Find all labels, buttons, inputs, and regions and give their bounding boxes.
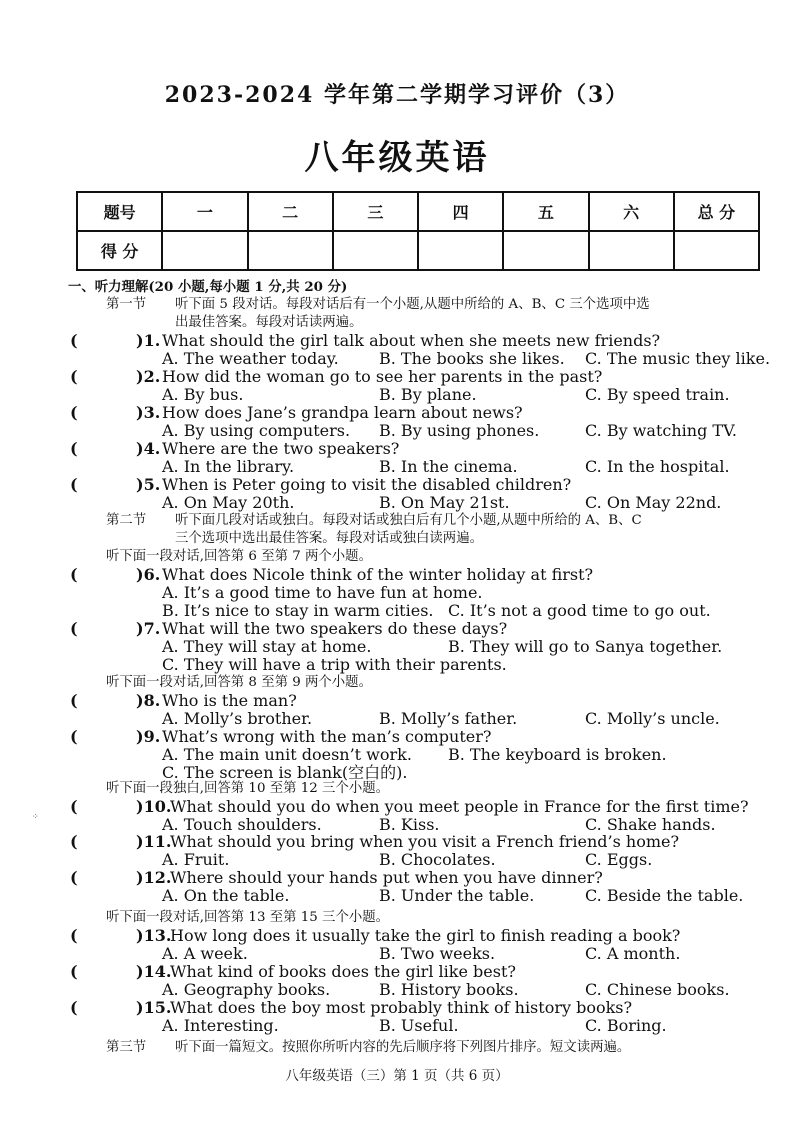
option-b[interactable]: B. The books she likes. xyxy=(379,349,565,368)
answer-bracket[interactable]: ( xyxy=(70,475,78,494)
binding-margin-mark: ⁘ xyxy=(32,812,39,821)
option-b[interactable]: B. By plane. xyxy=(379,385,477,404)
option-c[interactable]: C. On May 22nd. xyxy=(585,493,722,512)
question-text: How does Jane’s grandpa learn about news? xyxy=(162,403,523,422)
answer-bracket[interactable]: ( xyxy=(70,926,78,945)
answer-bracket[interactable]: ( xyxy=(70,439,78,458)
section2-label: 第二节 xyxy=(106,513,147,528)
option-b[interactable]: B. Kiss. xyxy=(379,815,440,834)
question-number: )6. xyxy=(136,565,161,584)
option-c[interactable]: C. By speed train. xyxy=(585,385,730,404)
option-c[interactable]: C. The screen is blank(空白的). xyxy=(162,763,408,782)
option-c[interactable]: C. By watching TV. xyxy=(585,421,737,440)
answer-bracket[interactable]: ( xyxy=(70,962,78,981)
option-c[interactable]: C. In the hospital. xyxy=(585,457,730,476)
question-number: )14. xyxy=(136,962,172,981)
option-a[interactable]: A. By bus. xyxy=(162,385,244,404)
subject-title: 八年级英语 xyxy=(304,138,490,178)
question-text: What kind of books does the girl like best? xyxy=(170,962,516,981)
answer-bracket[interactable]: ( xyxy=(70,331,78,350)
option-a[interactable]: A. In the library. xyxy=(162,457,295,476)
score-header-cell: 六 xyxy=(589,192,674,231)
question-number: )11. xyxy=(136,832,172,851)
question-number: )15. xyxy=(136,998,172,1017)
option-c[interactable]: C. The music they like. xyxy=(585,349,771,368)
option-b[interactable]: B. Under the table. xyxy=(379,886,535,905)
part1-title: 一、听力理解(20 小题,每小题 1 分,共 20 分) xyxy=(68,279,348,295)
question-text: What should the girl talk about when she meets new friends? xyxy=(162,331,661,350)
question-number: )12. xyxy=(136,868,172,887)
option-a[interactable]: A. They will stay at home. xyxy=(162,637,372,656)
option-a[interactable]: A. It’s a good time to have fun at home. xyxy=(162,583,483,602)
section1-label: 第一节 xyxy=(106,297,147,312)
question-text: Where are the two speakers? xyxy=(162,439,400,458)
score-header-cell: 二 xyxy=(248,192,333,231)
option-c[interactable]: C. Beside the table. xyxy=(585,886,744,905)
option-b[interactable]: B. Chocolates. xyxy=(379,850,496,869)
option-c[interactable]: C. Eggs. xyxy=(585,850,653,869)
option-b[interactable]: B. In the cinema. xyxy=(379,457,518,476)
answer-bracket[interactable]: ( xyxy=(70,998,78,1017)
section1-instruction-cont: 出最佳答案。每段对话读两遍。 xyxy=(175,315,363,330)
option-c[interactable]: C. It’s not a good time to go out. xyxy=(448,601,711,620)
section1-instruction: 听下面 5 段对话。每段对话后有一个小题,从题中所给的 A、B、C 三个选项中选 xyxy=(175,297,650,312)
option-b[interactable]: B. Molly’s father. xyxy=(379,709,518,728)
score-header-cell: 五 xyxy=(503,192,588,231)
group-instruction-13-15: 听下面一段对话,回答第 13 至第 15 三个小题。 xyxy=(106,910,389,925)
answer-bracket[interactable]: ( xyxy=(70,727,78,746)
option-a[interactable]: A. A week. xyxy=(162,944,248,963)
answer-bracket[interactable]: ( xyxy=(70,868,78,887)
option-b[interactable]: B. Two weeks. xyxy=(379,944,496,963)
question-text: Who is the man? xyxy=(162,691,297,710)
option-b[interactable]: B. They will go to Sanya together. xyxy=(448,637,723,656)
question-number: )1. xyxy=(136,331,161,350)
score-header-cell: 一 xyxy=(162,192,247,231)
question-number: )3. xyxy=(136,403,161,422)
score-header-cell: 总 分 xyxy=(674,192,759,231)
option-a[interactable]: A. The main unit doesn’t work. xyxy=(162,745,412,764)
section2-instruction: 听下面几段对话或独白。每段对话或独白后有几个小题,从题中所给的 A、B、C xyxy=(175,513,642,528)
option-a[interactable]: A. The weather today. xyxy=(162,349,339,368)
question-number: )10. xyxy=(136,797,172,816)
question-number: )4. xyxy=(136,439,161,458)
question-text: How did the woman go to see her parents in the past? xyxy=(162,367,603,386)
answer-bracket[interactable]: ( xyxy=(70,367,78,386)
option-a[interactable]: A. Molly’s brother. xyxy=(162,709,313,728)
option-a[interactable]: A. On the table. xyxy=(162,886,290,905)
score-header-cell: 三 xyxy=(333,192,418,231)
question-number: )8. xyxy=(136,691,161,710)
option-a[interactable]: A. Geography books. xyxy=(162,980,331,999)
group-instruction-8-9: 听下面一段对话,回答第 8 至第 9 两个小题。 xyxy=(106,675,372,690)
answer-bracket[interactable]: ( xyxy=(70,691,78,710)
option-b[interactable]: B. History books. xyxy=(379,980,519,999)
option-c[interactable]: C. Molly’s uncle. xyxy=(585,709,720,728)
option-c[interactable]: C. A month. xyxy=(585,944,681,963)
option-a[interactable]: A. By using computers. xyxy=(162,421,351,440)
question-text: When is Peter going to visit the disabled children? xyxy=(162,475,572,494)
score-header-cell: 题号 xyxy=(77,192,162,231)
question-number: )13. xyxy=(136,926,172,945)
section3-label: 第三节 xyxy=(106,1040,147,1055)
question-text: What does Nicole think of the winter holiday at first? xyxy=(162,565,594,584)
question-text: What should you do when you meet people in France for the first time? xyxy=(170,797,749,816)
group-instruction-6-7: 听下面一段对话,回答第 6 至第 7 两个小题。 xyxy=(106,549,372,564)
answer-bracket[interactable]: ( xyxy=(70,619,78,638)
answer-bracket[interactable]: ( xyxy=(70,565,78,584)
option-c[interactable]: C. Shake hands. xyxy=(585,815,716,834)
option-b[interactable]: B. On May 21st. xyxy=(379,493,510,512)
question-number: )7. xyxy=(136,619,161,638)
answer-bracket[interactable]: ( xyxy=(70,403,78,422)
question-number: )2. xyxy=(136,367,161,386)
score-row-label: 得 分 xyxy=(77,231,162,270)
option-b[interactable]: B. Useful. xyxy=(379,1016,459,1035)
group-instruction-10-12: 听下面一段独白,回答第 10 至第 12 三个小题。 xyxy=(106,781,389,796)
question-text: What does the boy most probably think of history books? xyxy=(170,998,633,1017)
option-a[interactable]: A. Interesting. xyxy=(162,1016,279,1035)
exam-title: 2023-2024 学年第二学期学习评价（3） xyxy=(164,82,630,108)
question-text: Where should your hands put when you have dinner? xyxy=(170,868,603,887)
section2-instruction-cont: 三个选项中选出最佳答案。每段对话或独白读两遍。 xyxy=(175,531,483,546)
option-c[interactable]: C. They will have a trip with their parents. xyxy=(162,655,507,674)
question-number: )9. xyxy=(136,727,161,746)
option-c[interactable]: C. Boring. xyxy=(585,1016,667,1035)
question-text: How long does it usually take the girl to finish reading a book? xyxy=(170,926,681,945)
answer-bracket[interactable]: ( xyxy=(70,832,78,851)
page-footer: 八年级英语（三）第 1 页（共 6 页） xyxy=(285,1068,509,1084)
question-text: What will the two speakers do these days? xyxy=(162,619,508,638)
question-number: )5. xyxy=(136,475,161,494)
option-c[interactable]: C. Chinese books. xyxy=(585,980,730,999)
option-a[interactable]: A. Touch shoulders. xyxy=(162,815,322,834)
question-text: What’s wrong with the man’s computer? xyxy=(162,727,492,746)
answer-bracket[interactable]: ( xyxy=(70,797,78,816)
option-b[interactable]: B. It’s nice to stay in warm cities. xyxy=(162,601,434,620)
option-a[interactable]: A. Fruit. xyxy=(162,850,230,869)
question-text: What should you bring when you visit a French friend’s home? xyxy=(170,832,680,851)
section3-instruction: 听下面一篇短文。按照你所听内容的先后顺序将下列图片排序。短文读两遍。 xyxy=(175,1040,631,1055)
option-b[interactable]: B. By using phones. xyxy=(379,421,540,440)
score-header-cell: 四 xyxy=(418,192,503,231)
option-a[interactable]: A. On May 20th. xyxy=(162,493,295,512)
option-b[interactable]: B. The keyboard is broken. xyxy=(448,745,667,764)
